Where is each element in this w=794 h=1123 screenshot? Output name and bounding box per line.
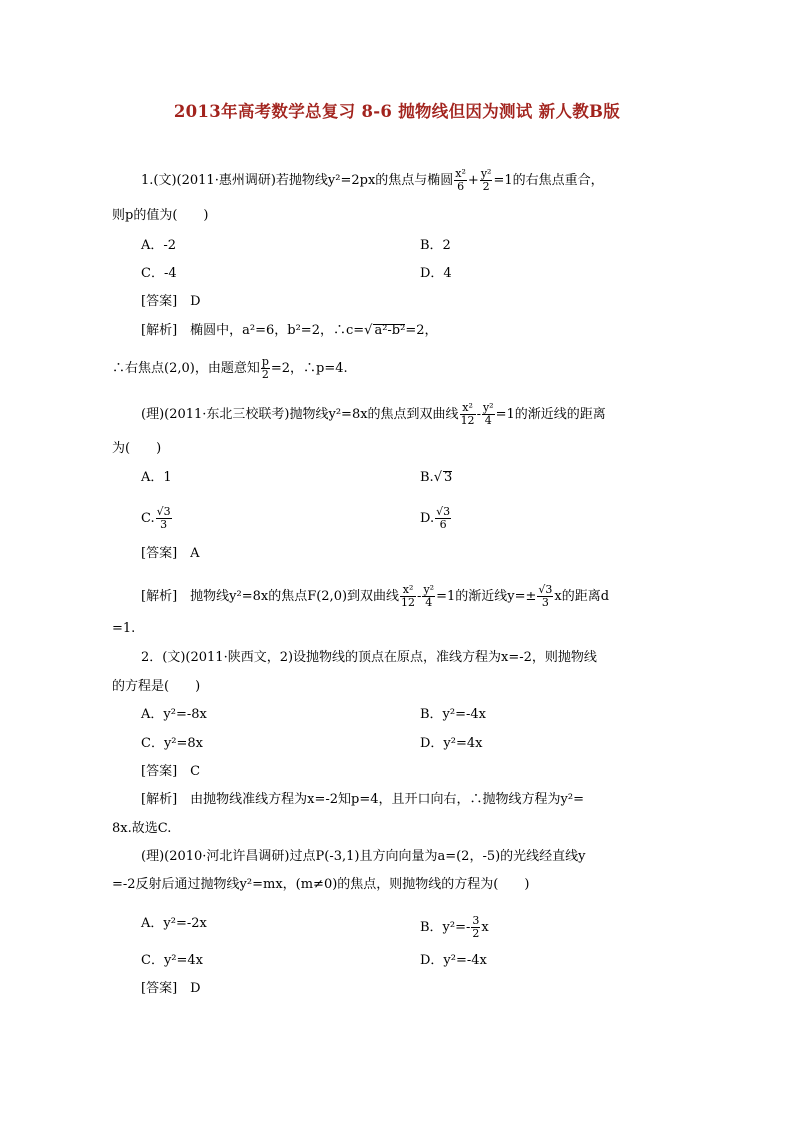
q2b-stem: (理)(2010·河北许昌调研)过点P(-3,1)且方向向量为a=(2，-5)的光线经直线y (141, 849, 586, 864)
q2-analysis: [解析] 由抛物线准线方程为x=-2知p=4，且开口向右，∴抛物线方程为y²= (141, 792, 584, 807)
fraction: $\frac{\text{x²}}{6}$ (455, 167, 466, 193)
fraction: $\frac{p}{2}$ (261, 355, 269, 381)
q2b-option-b: B．y²=- $\frac{3}{2}$ x (420, 914, 489, 940)
q1-option-d: D．4 (420, 266, 452, 281)
q2b-stem-cont: =-2反射后通过抛物线y²=mx，(m≠0)的焦点，则抛物线的方程为( ) (112, 877, 530, 892)
q2-option-a: A．y²=-8x (141, 707, 207, 722)
q2b-answer: [答案] D (141, 981, 201, 996)
q1b-stem-cont: 为( ) (112, 441, 162, 456)
q2-stem: 2．(文)(2011·陕西文，2)设抛物线的顶点在原点，准线方程为x=-2，则抛物线 (141, 650, 597, 665)
q2-option-b: B．y²=-4x (420, 707, 486, 722)
q1-stem-cont: 则p的值为( ) (112, 208, 209, 223)
q2b-option-c: C．y²=4x (141, 953, 203, 968)
q1b-option-b: B.√ 3 (420, 470, 453, 485)
q1-answer: [答案] D (141, 294, 201, 309)
q1b-analysis: [解析] 抛物线y²=8x的焦点F(2,0)到双曲线 $\frac{\text{x²}}{12}$ - $\frac{\text{y²}}{4}$ =1的渐近线y=± $\frac{√3}{3}$ x的距离d (141, 583, 610, 609)
fraction: $\frac{\text{x²}}{12}$ (401, 583, 416, 609)
fraction: $\frac{√3}{6}$ (436, 505, 451, 531)
q1-option-b: B．2 (420, 238, 451, 253)
q1b-option-d: D. $\frac{√3}{6}$ (420, 505, 451, 531)
q2b-option-d: D．y²=-4x (420, 953, 487, 968)
q1-stem: 1.(文)(2011·惠州调研)若抛物线y²=2px的焦点与椭圆 $\frac{\text{x²}}{6}$ + $\frac{\text{y²}}{2}$ =1的右焦点重合， (141, 167, 604, 193)
q1b-option-a: A．1 (141, 470, 172, 485)
q2-analysis-cont: 8x.故选C. (112, 821, 172, 836)
q1-analysis-cont: ∴右焦点(2,0)，由题意知 $\frac{p}{2}$ =2，∴p=4. (112, 355, 348, 381)
fraction: $\frac{\text{y²}}{4}$ (423, 583, 435, 609)
q2-option-d: D．y²=4x (420, 736, 483, 751)
q2b-option-a: A．y²=-2x (141, 916, 207, 931)
fraction: $\frac{\text{y²}}{4}$ (482, 401, 494, 427)
q1-analysis: [解析] 椭圆中，a²=6，b²=2，∴c=√ a²-b²=2， (141, 323, 438, 338)
q1-option-c: C．-4 (141, 266, 177, 281)
fraction: $\frac{\text{x²}}{12}$ (460, 401, 475, 427)
q1-option-a: A．-2 (141, 238, 177, 253)
q1b-answer: [答案] A (141, 546, 200, 561)
document-title: 2013年高考数学总复习 8-6 抛物线但因为测试 新人教B版 (173, 102, 621, 121)
q2-answer: [答案] C (141, 764, 201, 779)
q1b-stem: (理)(2011·东北三校联考)抛物线y²=8x的焦点到双曲线 $\frac{\text{x²}}{12}$ - $\frac{\text{y²}}{4}$ =1的渐近线的距离 (141, 401, 606, 427)
fraction: $\frac{\text{y²}}{2}$ (480, 167, 492, 193)
fraction: $\frac{√3}{3}$ (538, 583, 553, 609)
fraction: $\frac{√3}{3}$ (156, 505, 171, 531)
q2-option-c: C．y²=8x (141, 736, 203, 751)
q1b-analysis-cont: =1. (112, 621, 136, 636)
q1b-option-c: C. $\frac{√3}{3}$ (141, 505, 171, 531)
q2-stem-cont: 的方程是( ) (112, 679, 201, 694)
fraction: $\frac{3}{2}$ (472, 914, 480, 940)
